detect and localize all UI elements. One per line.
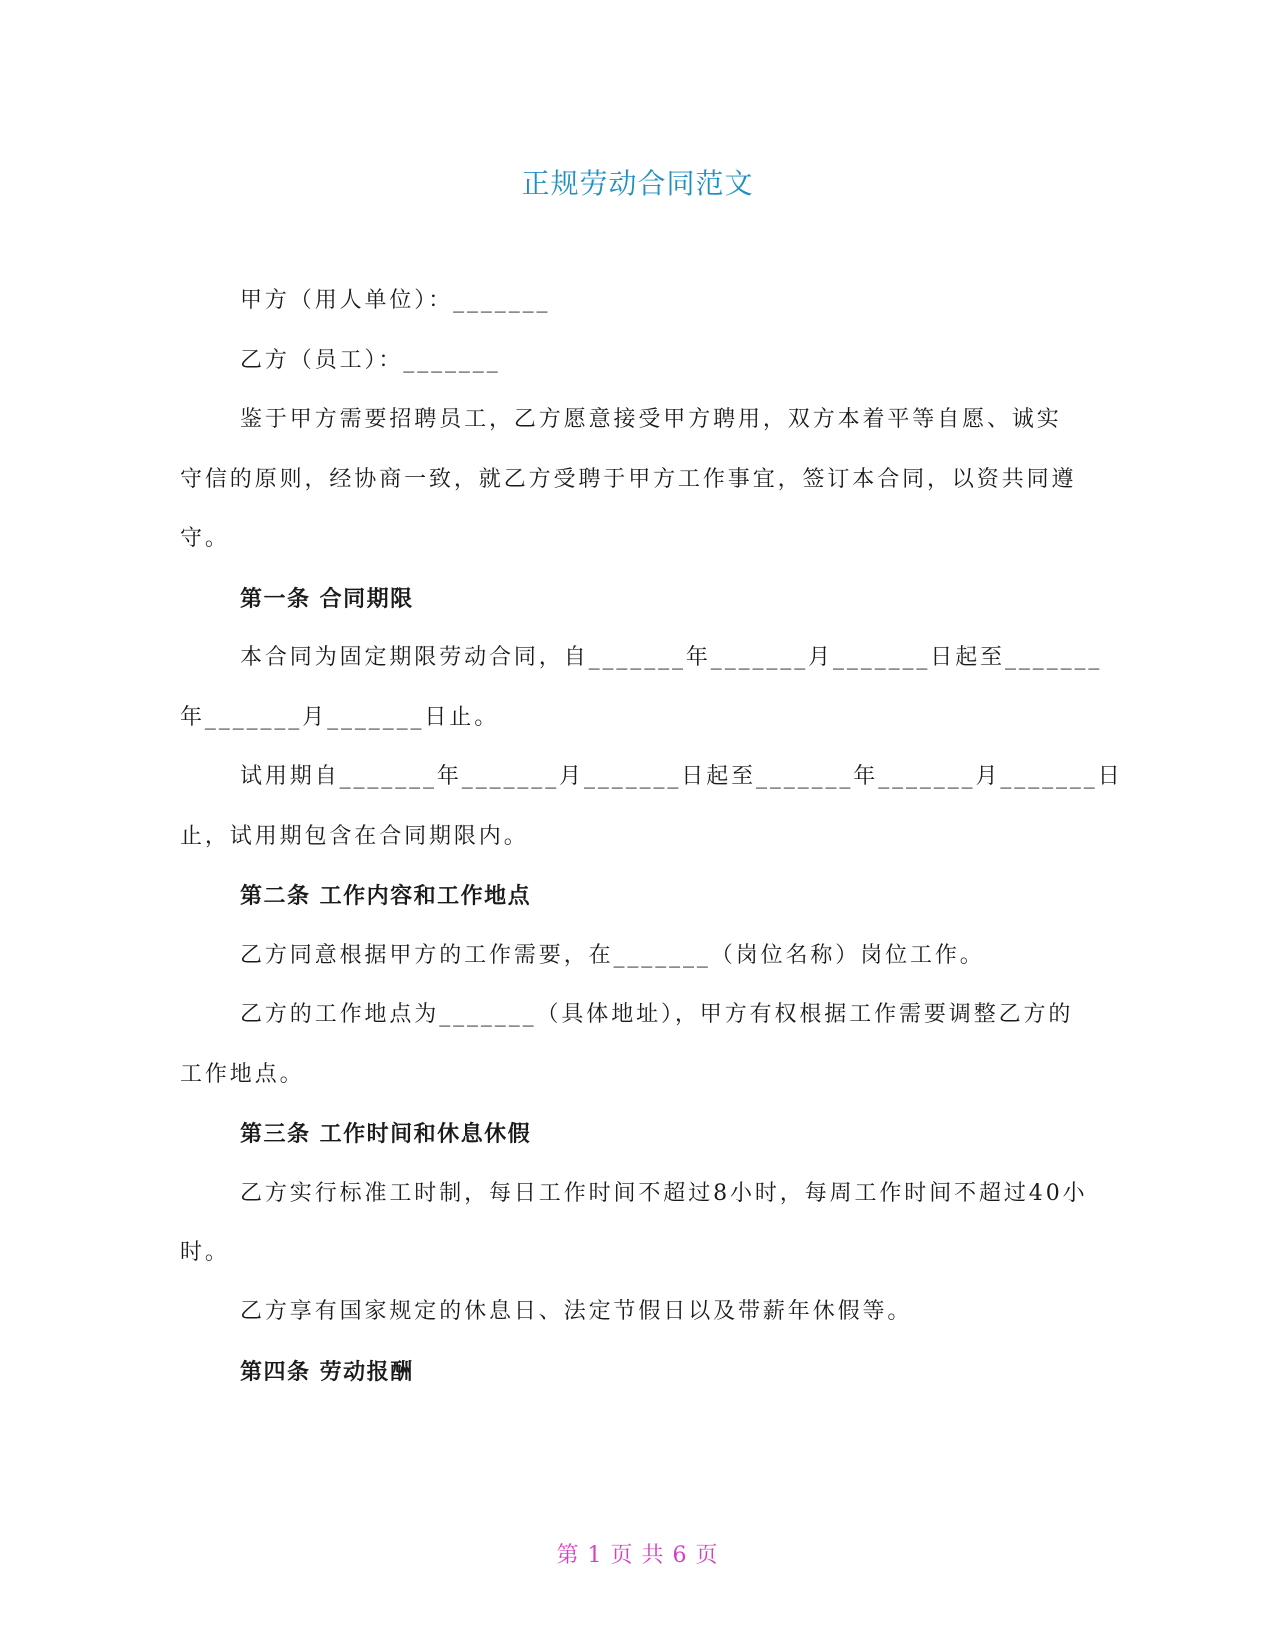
article-2-heading: 第二条 工作内容和工作地点 bbox=[240, 883, 532, 909]
article-3-line-2: 时。 bbox=[180, 1240, 230, 1265]
article-3-line-3: 乙方享有国家规定的休息日、法定节假日以及带薪年休假等。 bbox=[240, 1299, 913, 1324]
article-1-line-1: 本合同为固定期限劳动合同，自_______年_______月_______日起至_______ bbox=[240, 645, 1103, 670]
party-b-line: 乙方（员工）：_______ bbox=[240, 348, 501, 373]
preamble-line-2: 守信的原则，经协商一致，就乙方受聘于甲方工作事宜，签订本合同，以资共同遵 bbox=[180, 467, 1077, 492]
article-1-heading: 第一条 合同期限 bbox=[240, 586, 414, 612]
article-3-line-1: 乙方实行标准工时制，每日工作时间不超过8小时，每周工作时间不超过40小 bbox=[240, 1181, 1088, 1206]
article-1-line-3: 试用期自_______年_______月_______日起至_______年_______月_______日 bbox=[240, 764, 1123, 789]
article-1-line-4: 止，试用期包含在合同期限内。 bbox=[180, 824, 529, 849]
party-a-line: 甲方（用人单位）：_______ bbox=[240, 288, 551, 313]
document-title: 正规劳动合同范文 bbox=[521, 167, 754, 200]
article-3-heading: 第三条 工作时间和休息休假 bbox=[240, 1121, 532, 1147]
article-2-line-2: 乙方的工作地点为_______（具体地址），甲方有权根据工作需要调整乙方的 bbox=[240, 1002, 1074, 1027]
article-2-line-1: 乙方同意根据甲方的工作需要，在_______（岗位名称）岗位工作。 bbox=[240, 943, 985, 968]
article-4-heading: 第四条 劳动报酬 bbox=[240, 1359, 414, 1385]
article-2-line-3: 工作地点。 bbox=[180, 1062, 305, 1087]
article-1-line-2: 年_______月_______日止。 bbox=[180, 705, 500, 730]
preamble-line-3: 守。 bbox=[180, 526, 230, 551]
page-footer: 第 1 页 共 6 页 bbox=[556, 1543, 719, 1568]
preamble-line-1: 鉴于甲方需要招聘员工，乙方愿意接受甲方聘用，双方本着平等自愿、诚实 bbox=[240, 407, 1062, 432]
